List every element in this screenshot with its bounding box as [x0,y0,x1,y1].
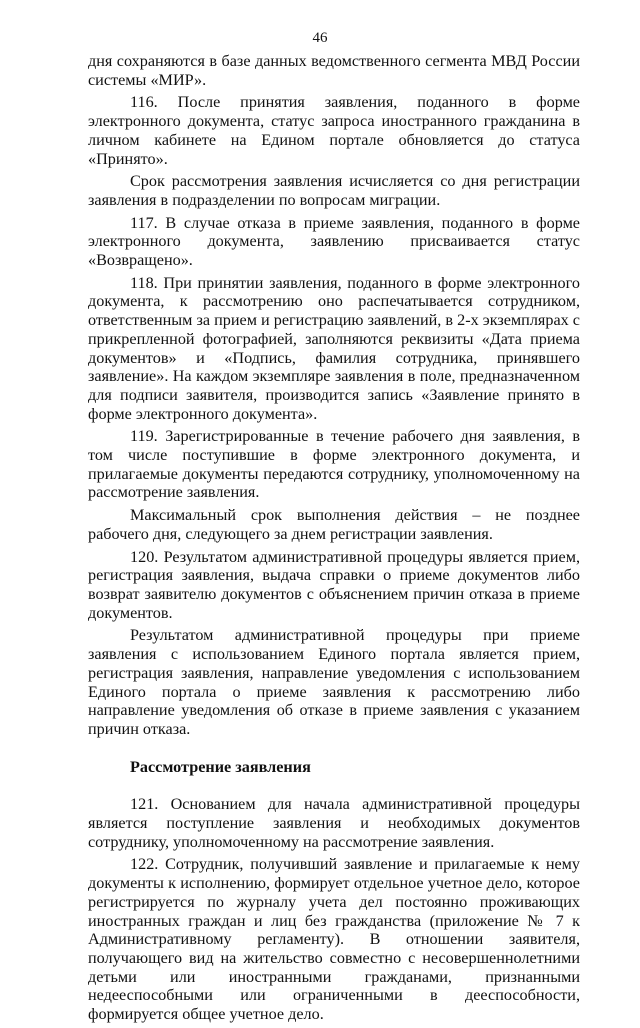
page-number: 46 [312,30,328,46]
paragraph: 116. После принятия заявления, поданного в форме электронного документа, статус запроса иностранного гражданина в личном кабинете на Едином портале обновляется до статуса «Принято». [88,93,580,168]
paragraph: 121. Основанием для начала административной процедуры является поступление заявления и необходимых документов сотруднику, уполномоченному на рассмотрение заявления. [88,795,580,851]
paragraph: 122. Сотрудник, получивший заявление и прилагаемые к нему документы к исполнению, формирует отдельное учетное дело, которое регистрируется по журналу учета дел постоянно проживающих иностранных граждан и лиц без гражданства (приложение № 7 к Административному регламенту). В отношении заявителя, получающего вид на жительство совместно с несовершеннолетними детьми или иностранными гражданами, признанными недееспособными или ограниченными в дееспособности, формируется общее учетное дело. [88,855,580,1024]
page-body [88,52,580,1028]
paragraph: Срок рассмотрения заявления исчисляется со дня регистрации заявления в подразделении по вопросам миграции. [88,172,580,209]
paragraph: Результатом административной процедуры при приеме заявления с использованием Единого портала является прием, регистрация заявления, направление уведомления с использованием Единого портала о приеме заявления к рассмотрению либо направление уведомления об отказе в приеме заявления с указанием причин отказа. [88,626,580,738]
paragraph: 117. В случае отказа в приеме заявления, поданного в форме электронного документа, заявлению присваивается статус «Возвращено». [88,213,580,270]
paragraphs-bottom [88,795,580,1023]
paragraph: 120. Результатом административной процедуры является прием, регистрация заявления, выдача справки о приеме документов либо возврат заявителю документов с объяснением причин отказа в приеме документов. [88,547,580,622]
paragraphs-top [88,52,580,739]
paragraph: Максимальный срок выполнения действия – не позднее рабочего дня, следующего за днем регистрации заявления. [88,506,580,543]
section-heading: Рассмотрение заявления [130,757,311,776]
paragraph: 118. При принятии заявления, поданного в форме электронного документа, к рассмотрению оно распечатывается сотрудником, ответственным за прием и регистрацию заявлений, в 2-х экземплярах с прикрепленной фотографией, заполняются реквизиты «Дата приема документов» и «Подпись, фамилия сотрудника, принявшего заявление». На каждом экземпляре заявления в поле, предназначенном для подписи заявителя, производится запись «Заявление принято в форме электронного документа». [88,273,580,423]
paragraph: 119. Зарегистрированные в течение рабочего дня заявления, в том числе поступившие в форме электронного документа, и прилагаемые документы передаются сотруднику, уполномоченному на рассмотрение заявления. [88,427,580,502]
paragraph: дня сохраняются в базе данных ведомственного сегмента МВД России системы «МИР». [88,52,580,89]
